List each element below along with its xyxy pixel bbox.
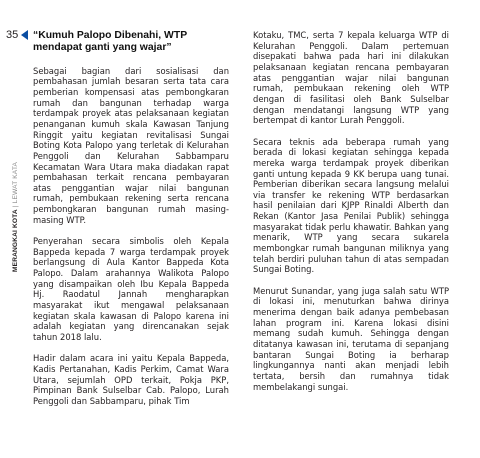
paragraph: Hadir dalam acara ini yaitu Kepala Bappeda, Kadis Pertanahan, Kadis Perkim, Camat Wara Utara, sejumlah OPD terkait, Pokja PKP, Pimpinan Bank Sulselbar Cab. Palopo, Lurah Penggoli dan Sabbamparu, pihak Tim — [33, 353, 229, 406]
paragraph: Kotaku, TMC, serta 7 kepala keluarga WTP di Kelurahan Penggoli. Dalam pertemuan disepakati bahwa pada hari ini dilakukan pelaksanaan kegiatan rencana pembayaran atas penggantian wajar nilai bangunan rumah, pembukaan rekening oleh WTP dengan di fasilitasi oleh Bank Sulselbar dengan mendatangi langsung WTP yang bertempat di kantor Lurah Penggoli. — [253, 30, 449, 126]
section-label-separator: | — [12, 203, 19, 210]
paragraph: Menurut Sunandar, yang juga salah satu WTP di lokasi ini, menuturkan bahwa dirinya menerima dengan baik adanya pembebasan lahan program ini. Karena lokasi disini memang sudah kumuh. Sehingga dengan ditatanya kawasan ini, terutama di sepanjang bantaran Sungai Boting ia berharap lingkungannya nanti akan menjadi lebih tertata, bersih dan rumahnya tidak membelakangi sungai. — [253, 285, 449, 392]
page-number: 35 — [6, 29, 19, 41]
paragraph: Secara teknis ada beberapa rumah yang berada di lokasi kegiatan sehingga kepada mereka warga terdampak proyek diberikan ganti untung kepada 9 KK berupa uang tunai. Pemberian diberikan secara langsung melalui via transfer ke rekening WTP berdasarkan hasil penilaian dari KJPP Rinaldi Alberth dan Rekan (Kantor Jasa Penilai Publik) sehingga masyarakat tidak perlu khawatir. Bahkan yang menarik, WTP yang secara sukarela membongkar rumah bangunan miliknya yang telah berdiri puluhan tahun di atas sempadan Sungai Boting. — [253, 136, 449, 275]
heading-line-1: “Kumuh Palopo Dibenahi, WTP — [33, 30, 188, 41]
article-heading — [33, 30, 229, 55]
section-label-light: LEWAT KATA — [12, 161, 19, 204]
paragraph: Sebagai bagian dari sosialisasi dan pembahasan jumlah besaran serta tata cara pemberian kompensasi atas pembongkaran rumah dan bangunan terhadap warga terdampak proyek atas pelaksanaan kegiatan penanganan kumuh skala Kawasan Tanjung Ringgit yaitu kegiatan revitalisasi Sungai Boting Kota Palopo yang terletak di Kelurahan Penggoli dan Kelurahan Sabbamparu Kecamatan Wara Utara maka diadakan rapat pembahasan terkait rencana pembayaran atas penggantian wajar nilai bangunan rumah, pembukaan rekening serta rencana pembongkaran bangunan rumah masing-masing WTP. — [33, 65, 229, 225]
section-label — [0, 44, 19, 274]
article-column-left — [33, 30, 229, 417]
section-label-bold: MERANGKAI KOTA — [12, 209, 19, 272]
page-marker-icon — [21, 30, 28, 40]
paragraph: Penyerahan secara simbolis oleh Kepala Bappeda kepada 7 warga terdampak proyek berlangsung di Aula Kantor Bappeda Kota Palopo. Dalam arahannya Walikota Palopo yang disampaikan oleh Ibu Kepala Bappeda Hj. Raodatul Jannah mengharapkan masyarakat ikut mengawal pelaksanaan kegiatan skala kawasan di Palopo karena ini adalah kegiatan yang direncanakan sejak tahun 2018 lalu. — [33, 236, 229, 342]
article-column-right — [253, 30, 449, 403]
heading-line-2: mendapat ganti yang wajar” — [33, 42, 172, 54]
